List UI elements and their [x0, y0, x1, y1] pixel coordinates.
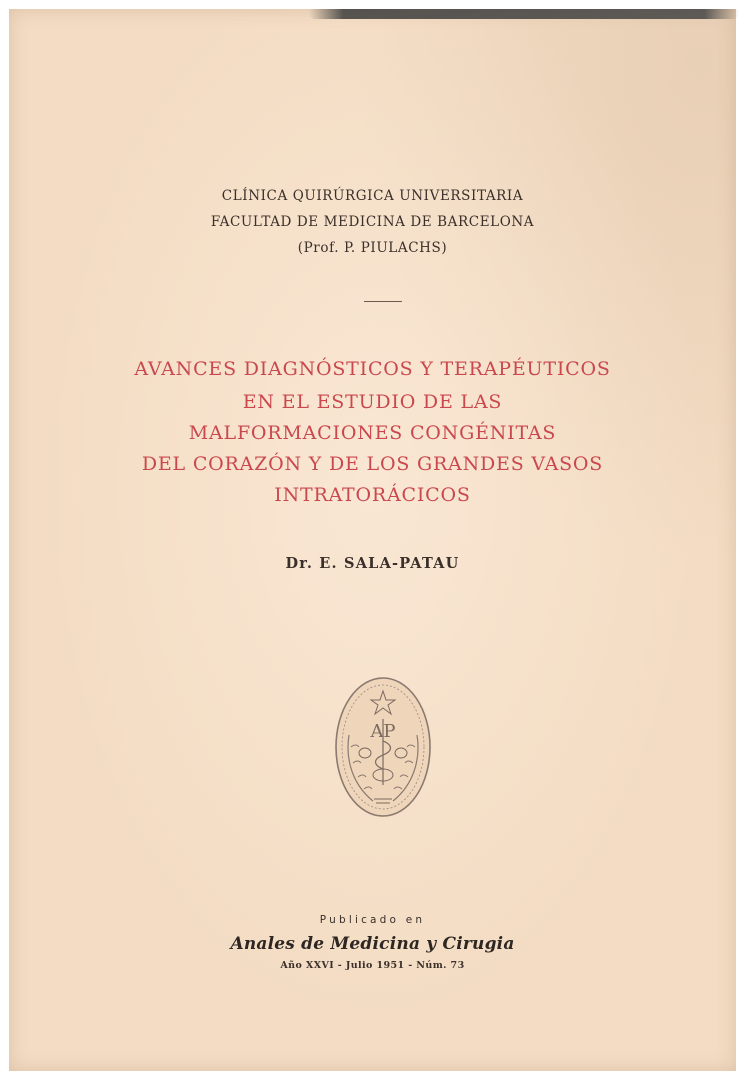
divider-rule	[364, 301, 402, 302]
book-cover	[9, 9, 736, 1071]
journal-name: Anales de Medicina y Cirugia	[230, 934, 515, 954]
published-in-label: Publicado en	[319, 914, 426, 926]
title-line-1: AVANCES DIAGNÓSTICOS Y TERAPÉUTICOS	[134, 358, 611, 380]
title-line-3: MALFORMACIONES CONGÉNITAS	[188, 422, 557, 444]
svg-text:AP: AP	[370, 721, 396, 742]
title-line-4: DEL CORAZÓN Y DE LOS GRANDES VASOS	[141, 453, 604, 475]
oval-emblem-icon	[333, 675, 433, 819]
issue-details: Año XXVI - Julio 1951 - Núm. 73	[280, 960, 465, 971]
title-line-2: EN EL ESTUDIO DE LAS	[242, 391, 503, 413]
title-line-5: INTRATORÁCICOS	[274, 484, 471, 506]
author-name: Dr. E. SALA-PATAU	[285, 555, 460, 572]
institution-line-1: CLÍNICA QUIRÚRGICA UNIVERSITARIA	[221, 188, 524, 204]
institution-line-2: FACULTAD DE MEDICINA DE BARCELONA	[210, 214, 535, 230]
torn-top-edge	[309, 9, 739, 19]
institution-line-3: (Prof. P. PIULACHS)	[297, 240, 448, 256]
